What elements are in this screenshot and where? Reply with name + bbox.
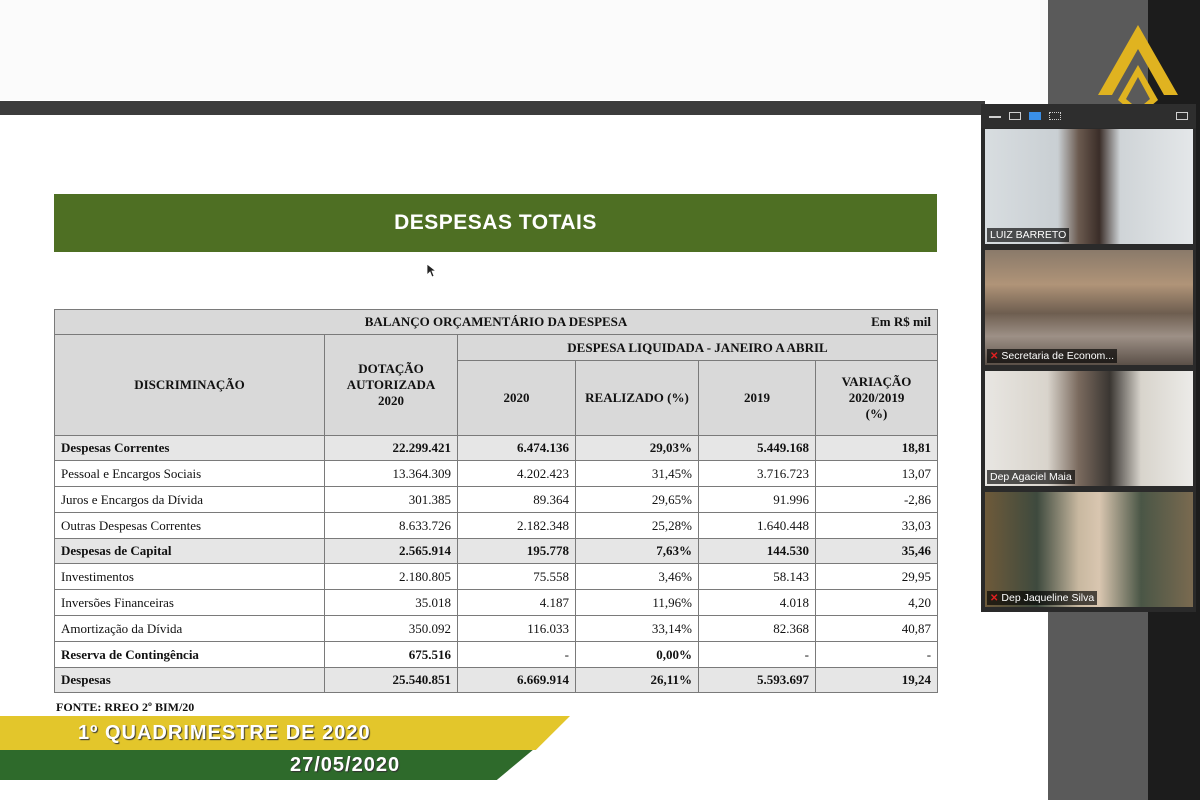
cell-realizado: 25,28% (576, 513, 699, 539)
cell-variacao: 29,95 (816, 564, 938, 590)
cell-2019: 3.716.723 (699, 461, 816, 487)
cell-2020: 89.364 (458, 487, 576, 513)
header-2020: 2020 (458, 361, 576, 436)
cell-variacao: -2,86 (816, 487, 938, 513)
cell-2020: 6.669.914 (458, 668, 576, 693)
table-row (55, 461, 938, 487)
cell-2019: 58.143 (699, 564, 816, 590)
header-2019: 2019 (699, 361, 816, 436)
cell-variacao: 18,81 (816, 436, 938, 461)
exit-fullscreen-icon[interactable] (1176, 112, 1188, 120)
header-variacao-line2: 2020/2019 (848, 390, 905, 405)
table-source-note: FONTE: RREO 2º BIM/20 (56, 700, 195, 714)
video-conference-panel (981, 104, 1196, 612)
mic-muted-icon: ✕ (990, 592, 999, 604)
minimize-icon[interactable] (989, 115, 1001, 118)
table-row (55, 616, 938, 642)
header-variacao-line3: (%) (865, 406, 888, 421)
cell-variacao: 13,07 (816, 461, 938, 487)
participant-tile[interactable] (985, 492, 1193, 607)
header-dotacao-line3: 2020 (378, 393, 404, 408)
cell-2019: 5.593.697 (699, 668, 816, 693)
cell-realizado: 33,14% (576, 616, 699, 642)
cell-dotacao: 8.633.726 (325, 513, 458, 539)
cell-dotacao: 2.565.914 (325, 539, 458, 564)
row-label: Investimentos (55, 564, 325, 590)
cell-2020: 195.778 (458, 539, 576, 564)
table-title-row (55, 310, 938, 335)
table-row (55, 539, 938, 564)
cell-2020: 2.182.348 (458, 513, 576, 539)
participant-name: LUIZ BARRETO (990, 229, 1067, 241)
table-row (55, 436, 938, 461)
cell-dotacao: 350.092 (325, 616, 458, 642)
row-label: Pessoal e Encargos Sociais (55, 461, 325, 487)
cell-dotacao: 675.516 (325, 642, 458, 668)
cell-realizado: 26,11% (576, 668, 699, 693)
cell-dotacao: 301.385 (325, 487, 458, 513)
header-variacao-line1: VARIAÇÃO (841, 374, 912, 389)
cell-2020: - (458, 642, 576, 668)
cell-2019: 5.449.168 (699, 436, 816, 461)
cell-realizado: 0,00% (576, 642, 699, 668)
row-label: Despesas de Capital (55, 539, 325, 564)
cell-2019: 82.368 (699, 616, 816, 642)
participant-name: Dep Jaqueline Silva (1001, 592, 1095, 604)
lower-third-base (0, 780, 540, 800)
header-dotacao (325, 335, 458, 436)
lower-third-title: 1º QUADRIMESTRE DE 2020 (78, 722, 371, 744)
lower-third-date: 27/05/2020 (290, 754, 401, 776)
cell-2020: 6.474.136 (458, 436, 576, 461)
row-label: Outras Despesas Correntes (55, 513, 325, 539)
cell-variacao: 33,03 (816, 513, 938, 539)
budget-table (54, 309, 938, 693)
header-discriminacao: DISCRIMINAÇÃO (55, 335, 325, 436)
row-label: Inversões Financeiras (55, 590, 325, 616)
participant-name-label (987, 591, 1097, 605)
cell-variacao: 35,46 (816, 539, 938, 564)
row-label: Juros e Encargos da Dívida (55, 487, 325, 513)
participant-tile[interactable] (985, 250, 1193, 365)
participant-tile[interactable] (985, 129, 1193, 244)
table-unit: Em R$ mil (871, 314, 932, 329)
row-label: Despesas (55, 668, 325, 693)
row-label: Amortização da Dívida (55, 616, 325, 642)
header-variacao (816, 361, 938, 436)
table-title: BALANÇO ORÇAMENTÁRIO DA DESPESA (364, 314, 628, 329)
cell-2020: 116.033 (458, 616, 576, 642)
participant-name-label (987, 349, 1117, 363)
participant-name: Secretaria de Econom... (1001, 350, 1115, 362)
speaker-view-icon[interactable] (1009, 112, 1021, 120)
participant-name-label (987, 470, 1075, 484)
cell-variacao: - (816, 642, 938, 668)
slide-top-border (0, 101, 985, 115)
cell-dotacao: 22.299.421 (325, 436, 458, 461)
table-row (55, 487, 938, 513)
mouse-pointer-icon (427, 264, 437, 278)
participant-name-label (987, 228, 1069, 242)
cell-dotacao: 25.540.851 (325, 668, 458, 693)
header-liquidada: DESPESA LIQUIDADA - JANEIRO A ABRIL (458, 335, 938, 361)
gallery-view-icon[interactable] (1049, 112, 1061, 120)
table-total-row (55, 668, 938, 693)
cell-2020: 4.187 (458, 590, 576, 616)
cell-dotacao: 35.018 (325, 590, 458, 616)
cell-2019: 91.996 (699, 487, 816, 513)
cell-variacao: 4,20 (816, 590, 938, 616)
cell-2019: - (699, 642, 816, 668)
cell-realizado: 3,46% (576, 564, 699, 590)
cell-variacao: 19,24 (816, 668, 938, 693)
table-row (55, 590, 938, 616)
cell-realizado: 29,65% (576, 487, 699, 513)
cell-dotacao: 13.364.309 (325, 461, 458, 487)
row-label: Reserva de Contingência (55, 642, 325, 668)
cell-2020: 75.558 (458, 564, 576, 590)
mic-muted-icon: ✕ (990, 350, 999, 362)
table-row (55, 513, 938, 539)
cell-2020: 4.202.423 (458, 461, 576, 487)
cell-2019: 4.018 (699, 590, 816, 616)
cell-realizado: 31,45% (576, 461, 699, 487)
slide-banner-title: DESPESAS TOTAIS (54, 194, 937, 252)
cell-2019: 1.640.448 (699, 513, 816, 539)
cell-realizado: 29,03% (576, 436, 699, 461)
cell-2019: 144.530 (699, 539, 816, 564)
cell-variacao: 40,87 (816, 616, 938, 642)
table-row (55, 642, 938, 668)
participant-tile[interactable] (985, 371, 1193, 486)
strip-view-icon[interactable] (1029, 112, 1041, 120)
cell-dotacao: 2.180.805 (325, 564, 458, 590)
header-realizado: REALIZADO (%) (576, 361, 699, 436)
header-dotacao-line2: AUTORIZADA (346, 377, 436, 392)
cell-realizado: 7,63% (576, 539, 699, 564)
video-panel-toolbar (981, 104, 1196, 128)
cell-realizado: 11,96% (576, 590, 699, 616)
screen-top-area (0, 0, 1048, 100)
table-row (55, 564, 938, 590)
header-dotacao-line1: DOTAÇÃO (358, 361, 424, 376)
participant-name: Dep Agaciel Maia (990, 471, 1072, 483)
row-label: Despesas Correntes (55, 436, 325, 461)
